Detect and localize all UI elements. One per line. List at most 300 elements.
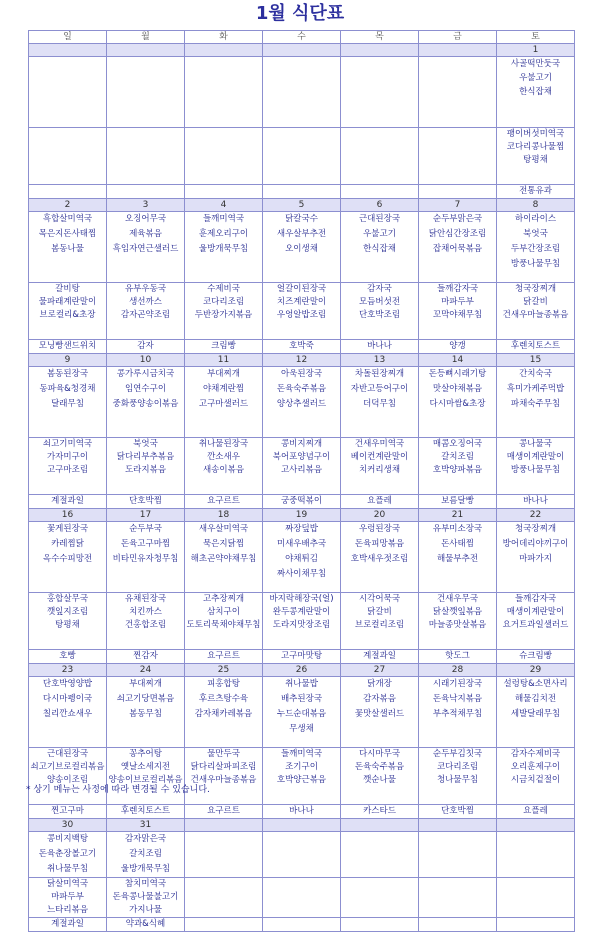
date-cell: 14 xyxy=(419,354,497,367)
menu-item: 한식잡채 xyxy=(363,244,396,254)
menu-item: 도라지볶음 xyxy=(124,465,167,475)
dinner-row xyxy=(29,128,575,185)
lunch-row xyxy=(29,57,575,128)
menu-item: 더덕무침 xyxy=(363,399,396,409)
menu-item: 매생이계란말이 xyxy=(506,607,565,617)
menu-item: 매생이계란말이 xyxy=(506,452,565,462)
menu-item: 울방개묵무침 xyxy=(198,244,249,254)
menu-item: 깻순나물 xyxy=(363,775,396,785)
lunch-row xyxy=(29,677,575,748)
menu-cell xyxy=(263,367,341,438)
menu-item: 칠리깐쇼새우 xyxy=(42,709,93,719)
menu-item: 북어포양념구이 xyxy=(272,452,331,462)
menu-cell xyxy=(107,677,185,748)
menu-cell xyxy=(185,283,263,340)
menu-item: 조기구이 xyxy=(285,762,318,772)
menu-item: 우엉알밥조림 xyxy=(276,310,327,320)
snack-cell xyxy=(107,918,185,932)
date-cell xyxy=(341,44,419,57)
menu-cell xyxy=(419,677,497,748)
menu-item: 돈등뼈시래기탕 xyxy=(428,369,487,379)
menu-item: 방어데리야끼구이 xyxy=(502,539,569,549)
menu-cell xyxy=(29,878,107,918)
menu-item: 유채된장국 xyxy=(124,594,167,604)
menu-item: 근대된장국 xyxy=(358,214,401,224)
menu-item: 취나물무침 xyxy=(46,864,89,874)
menu-cell xyxy=(185,367,263,438)
menu-cell xyxy=(29,677,107,748)
menu-cell xyxy=(263,212,341,283)
menu-item: 건새우무국 xyxy=(436,594,479,604)
menu-item: 임연수구이 xyxy=(124,384,167,394)
menu-item: 짜장덮밥 xyxy=(285,524,318,534)
menu-cell xyxy=(263,878,341,918)
menu-item: 가지나물 xyxy=(129,905,162,915)
snack-cell xyxy=(497,918,575,932)
menu-cell xyxy=(341,522,419,593)
menu-item: 단호박조림 xyxy=(358,310,401,320)
menu-item: 잡채어묵볶음 xyxy=(432,244,483,254)
menu-item: 우불고기 xyxy=(519,73,552,83)
snack-row xyxy=(29,340,575,354)
menu-cell xyxy=(185,593,263,650)
menu-item: 꽃맛살샐러드 xyxy=(354,709,405,719)
snack-cell xyxy=(185,185,263,199)
snack-cell xyxy=(419,495,497,509)
menu-cell xyxy=(263,677,341,748)
menu-item: 야채계란찜 xyxy=(202,384,245,394)
snack-cell xyxy=(341,495,419,509)
menu-item: 생선까스 xyxy=(129,297,162,307)
menu-item: 순두부맑은국 xyxy=(432,214,483,224)
menu-item: 오징어무국 xyxy=(124,214,167,224)
menu-item: 유부미소장국 xyxy=(432,524,483,534)
menu-item: 건홍합조림 xyxy=(124,620,167,630)
menu-item: 유부우동국 xyxy=(124,284,167,294)
menu-item: 후르츠탕수육 xyxy=(198,694,249,704)
menu-item: 완두콩계란말이 xyxy=(272,607,331,617)
menu-item: 닭안심간장조림 xyxy=(428,229,487,239)
menu-item: 두반장가지볶음 xyxy=(194,310,253,320)
menu-item: 얼갈이된장국 xyxy=(276,284,327,294)
menu-item: 옥수수피망전 xyxy=(42,554,93,564)
menu-item: 새우살미역국 xyxy=(198,524,249,534)
menu-item: 수제비국 xyxy=(207,284,240,294)
dinner-row xyxy=(29,283,575,340)
menu-cell xyxy=(107,367,185,438)
menu-item: 돈육숙주볶음 xyxy=(276,384,327,394)
snack-cell xyxy=(419,805,497,819)
menu-item: 마파가지 xyxy=(519,554,552,564)
snack-item: 호박죽 xyxy=(289,341,314,351)
snack-item: 바나나 xyxy=(367,341,392,351)
snack-item: 고구마맛탕 xyxy=(280,651,323,661)
snack-row xyxy=(29,805,575,819)
menu-item: 근대된장국 xyxy=(46,749,89,759)
menu-item: 들깨감자국 xyxy=(436,284,479,294)
date-cell: 17 xyxy=(107,509,185,522)
menu-cell xyxy=(341,593,419,650)
menu-item: 닭개장 xyxy=(367,679,392,689)
menu-item: 북엇국 xyxy=(523,229,548,239)
menu-cell xyxy=(185,878,263,918)
menu-item: 닭다리살파피조림 xyxy=(190,762,257,772)
snack-cell xyxy=(263,185,341,199)
snack-cell xyxy=(419,185,497,199)
snack-item: 계절과일 xyxy=(51,496,84,506)
snack-row xyxy=(29,650,575,664)
date-cell: 4 xyxy=(185,199,263,212)
snack-item: 후렌치토스트 xyxy=(510,341,561,351)
snack-cell xyxy=(497,185,575,199)
menu-item: 고구마샐러드 xyxy=(198,399,249,409)
date-row xyxy=(29,819,575,832)
snack-cell xyxy=(263,918,341,932)
menu-cell xyxy=(497,593,575,650)
menu-cell xyxy=(107,283,185,340)
menu-item: 간치숙국 xyxy=(519,369,552,379)
snack-cell xyxy=(29,918,107,932)
menu-item: 들깨감자국 xyxy=(514,594,557,604)
menu-item: 감자수제비국 xyxy=(510,749,561,759)
snack-cell xyxy=(29,340,107,354)
snack-item: 궁중떡볶이 xyxy=(280,496,323,506)
menu-cell xyxy=(341,283,419,340)
menu-item: 무생채 xyxy=(289,724,314,734)
menu-cell xyxy=(419,522,497,593)
menu-cell xyxy=(185,438,263,495)
menu-item: 참치미역국 xyxy=(124,879,167,889)
snack-item: 찐감자 xyxy=(133,651,158,661)
menu-item: 매콤오징어국 xyxy=(432,439,483,449)
menu-item: 감자곤약조림 xyxy=(120,310,171,320)
menu-item: 돈육고구마찜 xyxy=(120,539,171,549)
menu-item: 오이생채 xyxy=(285,244,318,254)
snack-item: 단호박찜 xyxy=(441,806,474,816)
day-header-row xyxy=(29,31,575,44)
menu-item: 청국장찌개 xyxy=(514,524,557,534)
menu-cell xyxy=(419,128,497,185)
snack-item: 모닝빵샌드위치 xyxy=(38,341,97,351)
menu-item: 들깨미역국 xyxy=(280,749,323,759)
menu-cell xyxy=(419,57,497,128)
date-cell: 21 xyxy=(419,509,497,522)
menu-item: 옛날소세지전 xyxy=(120,762,171,772)
menu-item: 치킨까스 xyxy=(129,607,162,617)
dinner-row xyxy=(29,438,575,495)
menu-item: 우불고기 xyxy=(363,229,396,239)
menu-item: 시래기된장국 xyxy=(432,679,483,689)
snack-item: 약과&식혜 xyxy=(125,919,166,929)
menu-item: 꽁추어탕 xyxy=(129,749,162,759)
snack-row xyxy=(29,185,575,199)
snack-cell xyxy=(185,918,263,932)
snack-cell xyxy=(263,650,341,664)
snack-item: 감자 xyxy=(137,341,154,351)
menu-item: 흑합살미역국 xyxy=(42,214,93,224)
menu-cell xyxy=(29,367,107,438)
date-cell xyxy=(263,44,341,57)
menu-item: 팽이버섯미역국 xyxy=(506,129,565,139)
menu-item: 봄동무침 xyxy=(129,709,162,719)
menu-item: 깐소새우 xyxy=(207,452,240,462)
menu-item: 감자볶음 xyxy=(363,694,396,704)
snack-item: 요플레 xyxy=(367,496,392,506)
menu-cell xyxy=(419,283,497,340)
snack-item: 보름달빵 xyxy=(441,496,474,506)
menu-cell xyxy=(29,832,107,878)
menu-cell xyxy=(419,832,497,878)
menu-item: 닭다리부추볶음 xyxy=(116,452,175,462)
menu-cell xyxy=(497,283,575,340)
day-header-wed: 수 xyxy=(263,31,341,44)
date-row xyxy=(29,509,575,522)
menu-item: 깻잎지조림 xyxy=(46,607,89,617)
snack-cell xyxy=(419,340,497,354)
menu-item: 감자맑은국 xyxy=(124,834,167,844)
menu-item: 누드순대볶음 xyxy=(276,709,327,719)
menu-item: 쇠고기미역국 xyxy=(42,439,93,449)
menu-item: 동파육&청경채 xyxy=(39,384,96,394)
menu-item: 취나물된장국 xyxy=(198,439,249,449)
menu-cell xyxy=(185,212,263,283)
snack-cell xyxy=(185,495,263,509)
snack-cell xyxy=(497,340,575,354)
menu-item: 치커리생채 xyxy=(358,465,401,475)
menu-item: 닭갈비 xyxy=(523,297,548,307)
menu-cell xyxy=(263,593,341,650)
menu-cell xyxy=(263,748,341,805)
menu-cell xyxy=(419,438,497,495)
snack-cell xyxy=(263,495,341,509)
menu-item: 돈사태찜 xyxy=(441,539,474,549)
menu-item: 두부간장조림 xyxy=(510,244,561,254)
menu-item: 양상추샐러드 xyxy=(276,399,327,409)
snack-cell xyxy=(341,805,419,819)
menu-item: 탕평채 xyxy=(55,620,80,630)
snack-row xyxy=(29,918,575,932)
date-cell: 2 xyxy=(29,199,107,212)
menu-cell xyxy=(497,57,575,128)
menu-cell xyxy=(497,212,575,283)
menu-item: 미새우배추국 xyxy=(276,539,327,549)
menu-cell xyxy=(497,677,575,748)
date-row xyxy=(29,44,575,57)
date-row xyxy=(29,354,575,367)
menu-cell xyxy=(107,832,185,878)
snack-cell xyxy=(107,650,185,664)
menu-cell xyxy=(29,748,107,805)
snack-cell xyxy=(185,340,263,354)
date-cell: 10 xyxy=(107,354,185,367)
menu-cell xyxy=(29,522,107,593)
menu-item: 차돌된장찌개 xyxy=(354,369,405,379)
lunch-row xyxy=(29,522,575,593)
menu-item: 훈제오리구이 xyxy=(198,229,249,239)
menu-item: 부대찌개 xyxy=(207,369,240,379)
menu-item: 물파래계란말이 xyxy=(38,297,97,307)
menu-cell xyxy=(497,438,575,495)
menu-item: 단호박영양밥 xyxy=(42,679,93,689)
menu-item: 감자국 xyxy=(367,284,392,294)
date-cell xyxy=(419,819,497,832)
snack-cell xyxy=(497,495,575,509)
date-cell: 15 xyxy=(497,354,575,367)
menu-item: 돈육숙주볶음 xyxy=(354,762,405,772)
menu-cell xyxy=(497,367,575,438)
lunch-row xyxy=(29,212,575,283)
date-cell xyxy=(29,44,107,57)
menu-cell xyxy=(29,57,107,128)
menu-cell xyxy=(263,832,341,878)
menu-cell xyxy=(107,128,185,185)
date-cell: 3 xyxy=(107,199,185,212)
snack-cell xyxy=(497,650,575,664)
menu-item: 코다리콩나물찜 xyxy=(506,142,565,152)
snack-item: 요구르트 xyxy=(207,496,240,506)
menu-item: 고구마조림 xyxy=(46,465,89,475)
menu-item: 꽃게된장국 xyxy=(46,524,89,534)
menu-item: 호박새우젓조림 xyxy=(350,554,409,564)
menu-item: 부대찌개 xyxy=(129,679,162,689)
date-cell: 28 xyxy=(419,664,497,677)
menu-item: 돈육낙지볶음 xyxy=(432,694,483,704)
date-cell: 27 xyxy=(341,664,419,677)
menu-item: 들깨미역국 xyxy=(202,214,245,224)
page-title: 1월 식단표 xyxy=(255,3,345,24)
snack-item: 호빵 xyxy=(59,651,76,661)
menu-item: 돈육춘장볼고기 xyxy=(38,849,97,859)
menu-cell xyxy=(341,878,419,918)
menu-item: 다시마쌈&초장 xyxy=(429,399,486,409)
snack-cell xyxy=(497,805,575,819)
day-header-sat: 토 xyxy=(497,31,575,44)
menu-item: 닭칼국수 xyxy=(285,214,318,224)
menu-item: 건새우마늘종볶음 xyxy=(190,775,257,785)
menu-item: 달래무침 xyxy=(51,399,84,409)
snack-item: 바나나 xyxy=(523,496,548,506)
snack-item: 단호박찜 xyxy=(129,496,162,506)
snack-cell xyxy=(29,805,107,819)
snack-row xyxy=(29,495,575,509)
menu-cell xyxy=(263,57,341,128)
menu-item: 중화풍양송이볶음 xyxy=(112,399,179,409)
menu-cell xyxy=(419,748,497,805)
menu-cell xyxy=(29,283,107,340)
menu-item: 마늘종맛살볶음 xyxy=(428,620,487,630)
day-header-mon: 월 xyxy=(107,31,185,44)
menu-item: 갈치조림 xyxy=(441,452,474,462)
date-cell: 18 xyxy=(185,509,263,522)
date-cell: 9 xyxy=(29,354,107,367)
menu-item: 야채튀김 xyxy=(285,554,318,564)
menu-item: 호박양근볶음 xyxy=(276,775,327,785)
menu-cell xyxy=(107,438,185,495)
menu-item: 닭갈비 xyxy=(367,607,392,617)
snack-item: 전통유과 xyxy=(519,186,552,196)
snack-item: 크림빵 xyxy=(211,341,236,351)
snack-cell xyxy=(185,805,263,819)
menu-item: 코다리조림 xyxy=(202,297,245,307)
snack-cell xyxy=(341,650,419,664)
menu-item: 양송이조림 xyxy=(46,775,89,785)
menu-item: 가자미구이 xyxy=(46,452,89,462)
menu-item: 흑임자연근샐러드 xyxy=(112,244,179,254)
date-row xyxy=(29,199,575,212)
date-cell: 12 xyxy=(263,354,341,367)
menu-cell xyxy=(341,832,419,878)
menu-cell xyxy=(107,57,185,128)
menu-cell xyxy=(341,748,419,805)
snack-cell xyxy=(107,805,185,819)
menu-cell xyxy=(185,128,263,185)
date-cell: 31 xyxy=(107,819,185,832)
date-cell: 20 xyxy=(341,509,419,522)
menu-item: 해물김치전 xyxy=(514,694,557,704)
menu-cell xyxy=(29,212,107,283)
menu-item: 자반고등어구이 xyxy=(350,384,409,394)
snack-item: 계절과일 xyxy=(51,919,84,929)
menu-cell xyxy=(341,57,419,128)
menu-item: 순두부국 xyxy=(129,524,162,534)
snack-item: 양갱 xyxy=(449,341,466,351)
menu-cell xyxy=(185,748,263,805)
date-cell: 22 xyxy=(497,509,575,522)
menu-item: 짜사이채무침 xyxy=(276,569,327,579)
menu-item: 바지락해장국(얼) xyxy=(269,594,334,604)
snack-item: 요플레 xyxy=(523,806,548,816)
menu-table-body xyxy=(29,44,575,932)
menu-cell xyxy=(341,438,419,495)
date-cell xyxy=(185,44,263,57)
menu-item: 다시마무국 xyxy=(358,749,401,759)
snack-cell xyxy=(29,495,107,509)
menu-cell xyxy=(263,438,341,495)
menu-item: 홍합살무국 xyxy=(46,594,89,604)
menu-item: 도라지맛장조림 xyxy=(272,620,331,630)
date-cell: 1 xyxy=(497,44,575,57)
menu-item: 갈비탕 xyxy=(55,284,80,294)
date-cell xyxy=(497,819,575,832)
menu-cell xyxy=(263,522,341,593)
date-cell: 25 xyxy=(185,664,263,677)
menu-item: 건새우마늘종볶음 xyxy=(502,310,569,320)
menu-item: 맛살야채볶음 xyxy=(432,384,483,394)
menu-item: 코다리조림 xyxy=(436,762,479,772)
day-header-thu: 목 xyxy=(341,31,419,44)
menu-item: 시각어묵국 xyxy=(358,594,401,604)
date-cell: 8 xyxy=(497,199,575,212)
menu-item: 콩비지찌개 xyxy=(280,439,323,449)
menu-item: 양송이브로컬리볶음 xyxy=(108,775,183,785)
menu-item: 봄동나물 xyxy=(51,244,84,254)
menu-item: 느타리볶음 xyxy=(46,905,89,915)
menu-item: 청국장찌개 xyxy=(514,284,557,294)
menu-item: 감자채카레볶음 xyxy=(194,709,253,719)
menu-cell xyxy=(497,128,575,185)
menu-item: 취나물밥 xyxy=(285,679,318,689)
footnote: * 상기 메뉴는 사정에 따라 변경될 수 있습니다. xyxy=(26,785,210,795)
snack-cell xyxy=(107,340,185,354)
menu-item: 세발달래무침 xyxy=(510,709,561,719)
menu-item: 모듬버섯전 xyxy=(358,297,401,307)
menu-item: 치즈계란말이 xyxy=(276,297,327,307)
date-cell: 6 xyxy=(341,199,419,212)
menu-item: 비타민유자청무침 xyxy=(112,554,179,564)
snack-item: 카스타드 xyxy=(363,806,396,816)
dinner-row xyxy=(29,748,575,805)
day-header-tue: 화 xyxy=(185,31,263,44)
